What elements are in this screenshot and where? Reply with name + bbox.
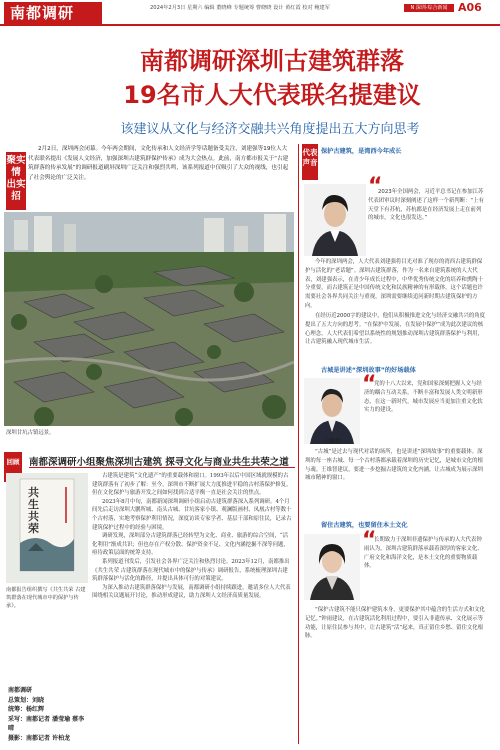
voice-2-paragraph: “古城”是过去与现代对话的场所，也是讲述“深圳故事”的重要载体。深圳的每一座古城、每一个古村落都承载着深圳的历史记忆，是城市文化的根与魂。王维智建议，要进一步挖掘古建筑的文化内涵，让古城成为展示深圳城市精神的窗口。 [305,449,483,482]
section-sidebar-label [6,152,26,210]
portrait-photo [304,534,360,600]
credits-line: 摄影：南都记者 许柏龙 [8,734,71,742]
book-cover-illustration [6,473,88,583]
photo-caption: 深圳甘坑古镇远景。 [6,430,55,436]
voice-2-name: 王维智 [323,439,341,445]
body-paragraph: 2023年8月中旬，南都新闻深圳调研小组启动古建筑群落深入系列调研。4个月间先后走访深圳大鹏所城、南头古城、甘坑客家小镇、观澜版画村、凤凰古村等数十个古村落，实地考察保护利用情况，深度访谈专家学者、基层干部和原住民，记录古建筑保护过程中的经验与困境。 [92,498,292,531]
credits-title: 南都调研 [8,687,33,694]
book-caption: 南都报告组织撰写《共生共荣 古建筑群落在现代城市中的保护与传承》。 [6,587,86,609]
voice-1-paragraph: 2023年全国两会，习近平总书记在参加江苏代表团审议时深刻阐述了这样一个新判断：“上有天堂下有苏杭，苏杭都是在经济发展上走在前列的城市，文化也很发达。” [368,189,484,222]
section-headline: 南都深调研小组聚焦深圳古建筑 探寻文化与商业共生共荣之道 [29,454,295,468]
credits-line: 采写：南都记者 潘莹瑜 蔡李晴 [8,715,85,733]
voice-1-subhead: 保护古建筑，是湾西今年成长 [321,148,402,155]
review-tag: 回顾 [4,452,22,482]
quote-mark-icon: “ [368,174,383,199]
sidebar-line-1: 聚实情 [6,155,26,178]
credits-line: 统筹：杨红辉 [8,706,45,714]
section-body [92,472,292,601]
page-number: A06 [458,1,482,14]
book-title: 共生共荣 [28,486,39,535]
page-header [0,0,500,26]
headline-line-2: 19名市人大代表联名提建议 [123,81,421,109]
quote-mark-icon: “ [362,528,377,553]
book-cover-image [6,473,88,583]
body-paragraph: 古建筑是建筑“文化遗产”的重要载体和窗口。1993年以后中国区域就规模的古建筑群落有了初步了解：至今，深圳市不断扩展大力度推进平稳的古村落保护修复，但在文化保护与旅游开发之间如何找到合适平衡一直是社会关注的焦点。 [92,473,292,497]
quote-mark-icon: “ [362,372,377,397]
voice-1-portrait [304,184,366,256]
voice-2-subhead: 古城是讲述“深圳故事”的好场载体 [321,367,416,374]
voices-tag: 代表声音 [302,144,318,180]
headline-line-1: 南都调研深圳古建筑群落 [140,47,404,75]
column-divider [298,144,299,744]
body-paragraph: 为深入推动古建筑群落保护与发展，南都调研小组持续跟进，邀请多位人大代表围绕相关议题展开讨论，推动形成建议，助力深圳人文经济高质量发展。 [92,584,291,600]
portrait-photo [304,378,360,444]
voice-2-portrait [304,378,360,444]
voice-3-paragraph: 长期致力于深圳非遗保护与传承的人大代表钟雨认为，深圳古建筑群落承载着深厚的客家文化、广府文化和海洋文化，是本土文化的重要物质载体。 [364,537,483,570]
body-paragraph: 调研发现，深圳部分古建筑群落已经转型为文化、商业、旅游的综合空间，“活化利用”渐成共识；但也存在产权分散、保护资金不足、文化内涵挖掘不深等问题，亟待政策层面的统筹支持。 [92,533,289,557]
credits-line: 总策划：刘晓 [8,696,45,704]
voice-3-portrait [304,534,360,600]
issue-meta: 2024年2月3日 星期六 编辑 董晓峰 专题统筹 曹晓晓 设计 黄红霞 校对 鲍建军 [150,5,330,11]
voice-1-paragraph: 今年的深圳两会，人大代表刘建强将目光对准了现存的湾西古建筑群保护与活化的“老话题”。深圳古建筑群落，作为一名来自建筑系统的人大代表，刘建强表示，在青少年成长过程中，中华优秀传统文化的培养和熏陶十分重要，而古建筑正是中国传统文化和民族精神的有形载体，这个话题也许需要社会各界共同关注与重视，深圳需要继续追问新时期古建筑保护的方向。 [305,259,483,309]
credits-box [8,686,88,744]
voice-2-paragraph: 党的十八大以来，党和国家深刻把握人文与经济的耦合互动关系，不断丰富和发展人类文明新形态，在这一新时代，城市发展应当更加注重文化软实力的建设。 [364,381,483,414]
ancient-village-photo [4,212,294,426]
body-paragraph: 系列报道刊发后，引发社会各界广泛关注和热烈讨论。2023年12月，南都推出《共生共荣 古建筑群落在现代城市中的保护与传承》调研报告，系统梳理深圳古建筑群落保护与活化的路径，并提出具体可行的对策建议。 [92,558,290,583]
headline-deck: 该建议从文化与经济交融共兴角度提出五大方向思考 [120,122,420,137]
sidebar-line-2: 出实招 [6,179,26,202]
lead-paragraph: 2月2日，深圳两会闭幕。今年两会期间，文化传承和人文经济学等话题备受关注，刘建强等19位人大代表联名提出《发展人文经济，加强深圳古建筑群保护传承》成为大会热点。此前，南方都市报关于“古建筑群落的传承发展”的调研报道刷屏深圳广泛关注和强烈共鸣，该系列报道中仅吸引了大众的视线，也引起了社会舆论的广泛关注。 [28,146,289,181]
voice-1-paragraph: 在经历近2000字的建议中，他们从积极推进文化与经济交融共兴的角度提出了五大方向的思考。“在保护中发展，在发展中保护”成为此次建议的核心理念，人大代表们希望以系统性的规划推动深圳古建筑群落保护与利用，让古建筑融入现代城市生活。 [305,313,486,346]
aerial-photo-illustration [4,212,294,426]
header-rule [0,24,500,26]
edition-badge: N 深圳·综合新闻 [404,4,454,12]
portrait-photo [304,184,366,256]
voice-3-subhead: 留住古建筑，也要留住本土文化 [321,522,408,529]
voice-3-paragraph: “保护古建筑不能只保护建筑本身，更要保护其中蕴含的生活方式和文化记忆。”钟雨建议，在古建筑活化利用过程中，要引入非遗传承、文化展示等功能，让原住民参与其中，让古建筑“活”起来，真正留住乡愁、留住文化根脉。 [305,607,485,640]
column-brand: 南都调研 [4,2,102,24]
